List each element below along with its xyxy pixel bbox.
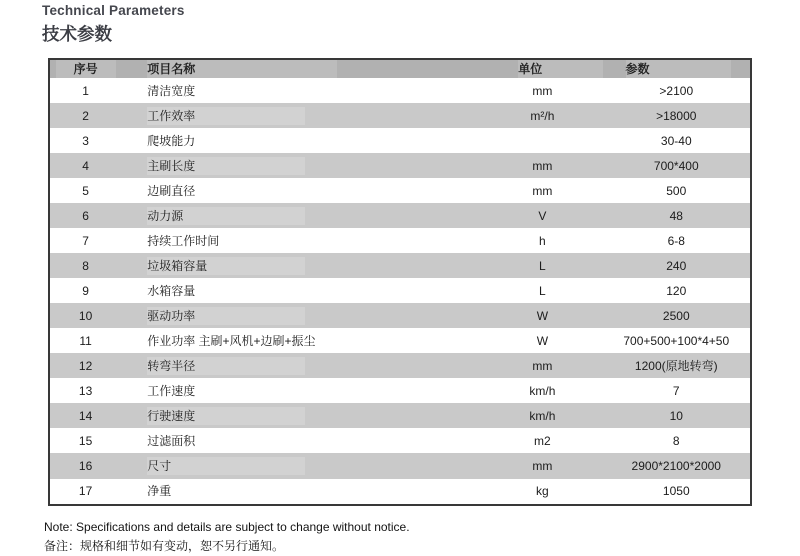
cell-parameter: >2100 xyxy=(659,83,694,98)
table-row xyxy=(49,253,751,278)
cell-index: 9 xyxy=(82,283,89,298)
cell-unit: W xyxy=(536,308,549,323)
table-row xyxy=(49,153,751,178)
cell-index: 4 xyxy=(82,158,89,173)
cell-item-name: 净重 xyxy=(147,484,172,499)
cell-index: 8 xyxy=(82,258,89,273)
cell-index: 2 xyxy=(82,108,89,123)
table-row xyxy=(49,228,751,253)
cell-index: 17 xyxy=(78,484,93,499)
cell-unit: km/h xyxy=(529,383,556,398)
header-cell-parameter: 参数 xyxy=(603,59,751,78)
cell-parameter: 7 xyxy=(672,383,680,398)
cell-unit: km/h xyxy=(529,408,556,423)
cell-index: 14 xyxy=(78,408,93,423)
page-title-cn: 技术参数 xyxy=(42,24,112,44)
cell-parameter: 2900*2100*2000 xyxy=(631,458,721,473)
cell-parameter: 700*400 xyxy=(653,158,699,173)
table-header-row xyxy=(49,59,751,78)
cell-parameter: >18000 xyxy=(656,108,697,123)
cell-parameter: 10 xyxy=(669,408,683,423)
cell-item-name: 持续工作时间 xyxy=(147,233,220,248)
cell-unit: V xyxy=(538,208,547,223)
cell-index: 11 xyxy=(79,333,92,348)
technical-parameters-table xyxy=(48,58,752,506)
cell-item-name: 工作速度 xyxy=(147,383,196,398)
cell-unit: mm xyxy=(532,158,553,173)
cell-unit: mm xyxy=(532,458,553,473)
cell-parameter: 2500 xyxy=(662,308,690,323)
cell-unit: h xyxy=(539,233,546,248)
cell-item-name: 主刷长度 xyxy=(121,153,482,178)
cell-item-name: 清洁宽度 xyxy=(147,83,196,98)
cell-index: 3 xyxy=(82,133,89,148)
table-row xyxy=(49,78,751,103)
header-cell-unit: 单位 xyxy=(482,59,602,78)
cell-item-name: 动力源 xyxy=(121,203,482,228)
cell-unit: mm xyxy=(532,358,553,373)
cell-unit: m2 xyxy=(534,433,551,448)
table-row xyxy=(49,178,751,203)
cell-item-name: 转弯半径 xyxy=(121,353,482,378)
cell-parameter: 500 xyxy=(666,183,687,198)
cell-item-name: 垃圾箱容量 xyxy=(121,253,482,278)
table-row xyxy=(49,278,751,303)
cell-unit xyxy=(482,128,602,153)
cell-item-name: 尺寸 xyxy=(121,453,482,478)
header-cell-item-name: 项目名称 xyxy=(121,59,482,78)
table-row xyxy=(49,328,751,353)
cell-index: 6 xyxy=(82,208,89,223)
cell-unit: mm xyxy=(532,83,553,98)
cell-item-name: 水箱容量 xyxy=(147,283,196,298)
cell-item-name: 行驶速度 xyxy=(121,403,482,428)
table-row xyxy=(49,203,751,228)
cell-index: 10 xyxy=(78,308,93,323)
header-cell-index: 序号 xyxy=(49,59,121,78)
note-cn: 备注：规格和细节如有变动，恕不另行通知。 xyxy=(44,539,285,553)
table-row xyxy=(49,403,751,428)
cell-parameter: 120 xyxy=(666,283,687,298)
cell-parameter: 1200(原地转弯) xyxy=(634,359,718,374)
cell-unit: L xyxy=(539,258,546,273)
cell-parameter: 240 xyxy=(666,258,687,273)
cell-parameter: 30-40 xyxy=(660,133,692,148)
cell-parameter: 700+500+100*4+50 xyxy=(623,333,730,348)
cell-index: 1 xyxy=(82,83,89,98)
cell-index: 13 xyxy=(78,383,93,398)
note-en: Note: Specifications and details are subject to change without notice. xyxy=(44,520,410,534)
table-row xyxy=(49,128,751,153)
table-row xyxy=(49,378,751,403)
table-row xyxy=(49,353,751,378)
cell-unit: m²/h xyxy=(530,108,555,123)
cell-unit: L xyxy=(539,283,546,298)
cell-item-name: 边刷直径 xyxy=(147,183,196,198)
cell-parameter: 48 xyxy=(669,208,683,223)
cell-item-name: 爬坡能力 xyxy=(147,133,196,148)
table-row xyxy=(49,453,751,478)
cell-parameter: 6-8 xyxy=(667,233,685,248)
cell-parameter: 8 xyxy=(672,433,680,448)
cell-index: 12 xyxy=(78,358,93,373)
table-row xyxy=(49,479,751,506)
table-row xyxy=(49,103,751,128)
page-title-en: Technical Parameters xyxy=(42,3,185,18)
cell-parameter: 1050 xyxy=(662,484,690,499)
cell-index: 5 xyxy=(82,183,89,198)
cell-unit: W xyxy=(536,333,549,348)
cell-unit: kg xyxy=(536,484,549,499)
cell-unit: mm xyxy=(532,183,553,198)
cell-item-name: 作业功率 主刷+风机+边刷+振尘 xyxy=(147,333,316,348)
cell-item-name: 驱动功率 xyxy=(121,303,482,328)
cell-index: 7 xyxy=(82,233,89,248)
table-row xyxy=(49,303,751,328)
cell-item-name: 工作效率 xyxy=(121,103,482,128)
cell-index: 15 xyxy=(78,433,93,448)
table-row xyxy=(49,428,751,453)
cell-index: 16 xyxy=(78,458,93,473)
cell-item-name: 过滤面积 xyxy=(147,433,196,448)
